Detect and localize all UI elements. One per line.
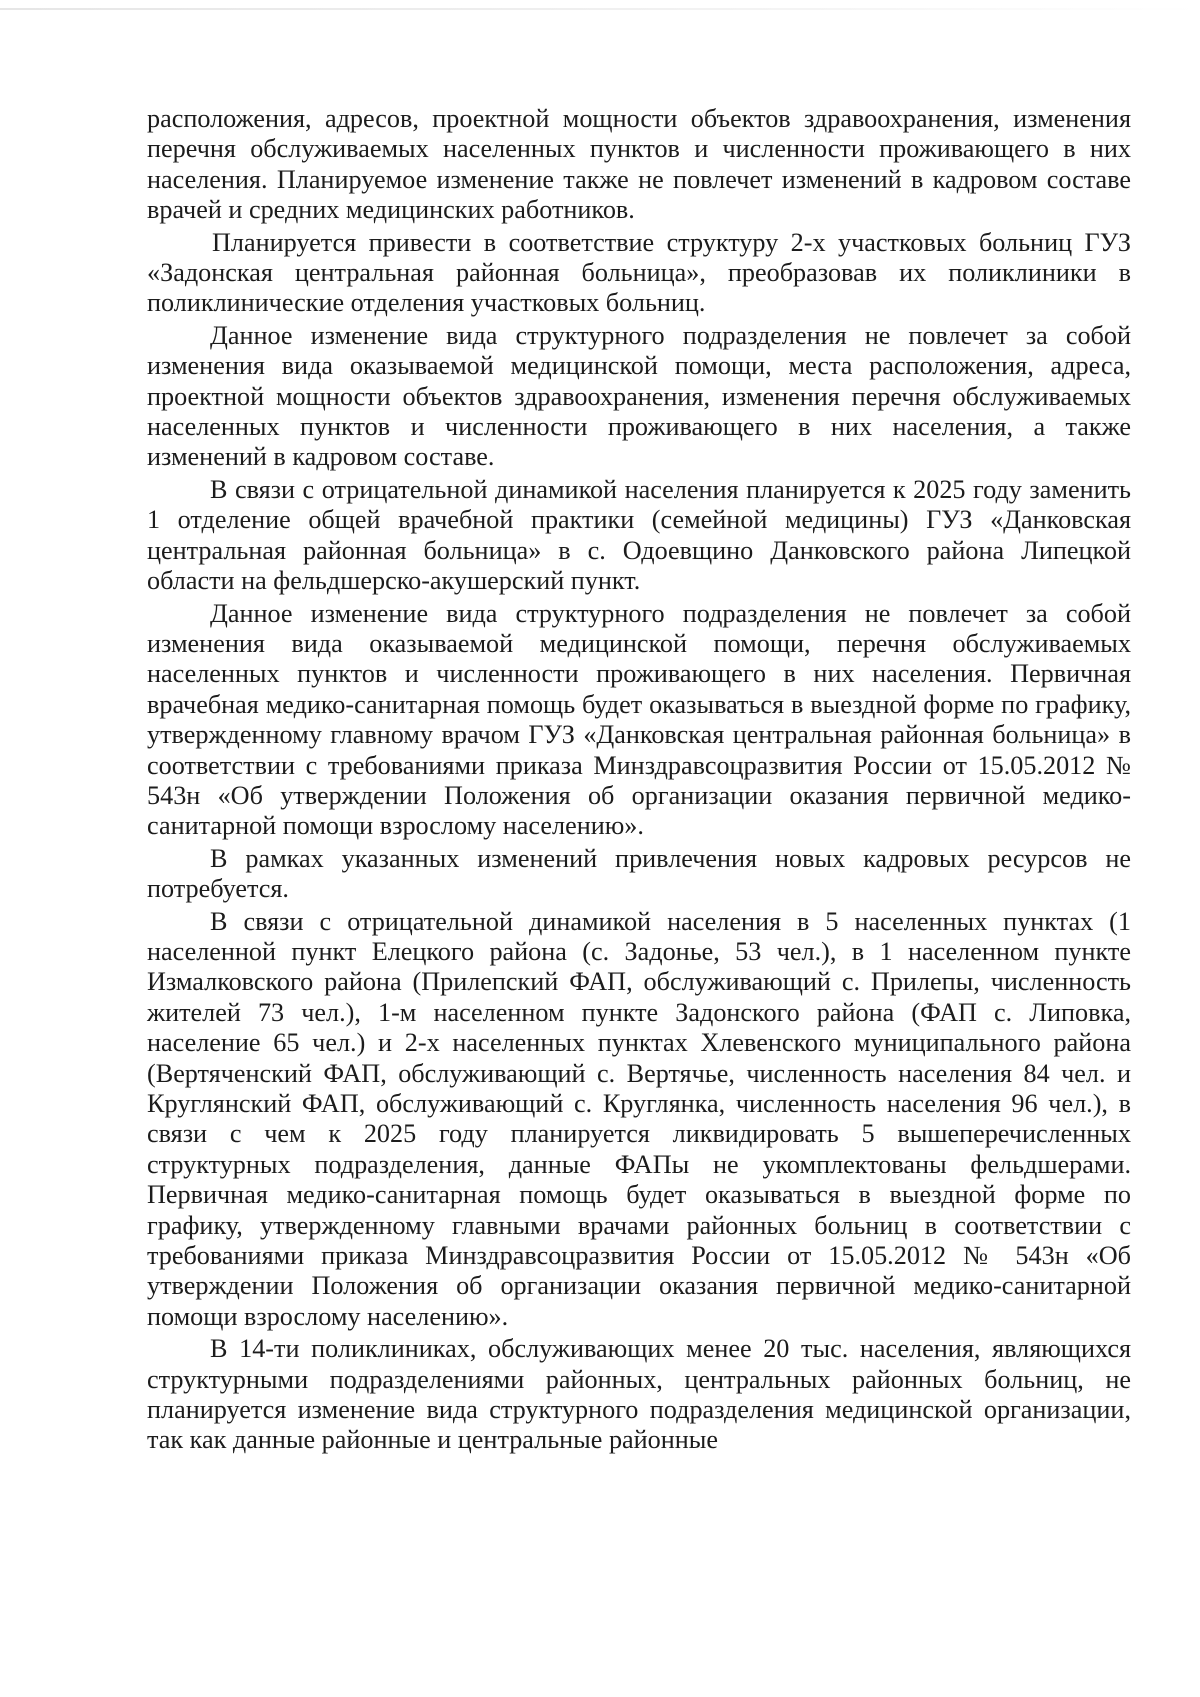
document-page [147,104,1131,1458]
paragraph-dankov-no-change: Данное изменение вида структурного подразделения не повлечет за собой изменения вида оказываемой медицинской помощи, перечня обслуживаемых населенных пунктов и численности проживающего в них населения. Первичная врачебная медико-санитарная помощь будет оказываться в выездной форме по графику, утвержденному главному врачом ГУЗ «Данковская центральная районная больница» в соответствии с требованиями приказа Минздравсоцразвития России от 15.05.2012 № 543н «Об утверждении Положения об организации оказания первичной медико-санитарной помощи взрослому населению». [147,598,1131,841]
paragraph-polyclinics: В 14-ти поликлиниках, обслуживающих менее 20 тыс. населения, являющихся структурными подразделениями районных, центральных районных больниц, не планируется изменение вида структурного подразделения медицинской организации, так как данные районные и центральные районные [147,1334,1131,1455]
paragraph-fap-liquidation: В связи с отрицательной динамикой населения в 5 населенных пунктах (1 населенной пункт Елецкого района (с. Задонье, 53 чел.), в 1 населенном пункте Измалковского района (Прилепский ФАП, обслуживающий с. Прилепы, численность жителей 73 чел.), 1-м населенном пункте Задонского района (ФАП с. Липовка, население 65 чел.) и 2-х населенных пунктах Хлевенского муниципального района (Вертяченский ФАП, обслуживающий с. Вертячье, численность населения 84 чел. и Круглянский ФАП, обслуживающий с. Круглянка, численность населения 96 чел.), в связи с чем к 2025 году планируется ликвидировать 5 вышеперечисленных структурных подразделения, данные ФАПы не укомплектованы фельдшерами. Первичная медико-санитарная помощь будет оказываться в выездной форме по графику, утвержденному главными врачами районных больниц в соответствии с требованиями приказа Минздравсоцразвития России от 15.05.2012 № 543н «Об утверждении Положения об организации оказания первичной медико-санитарной помощи взрослому населению». [147,906,1131,1331]
paragraph-continuation: расположения, адресов, проектной мощности объектов здравоохранения, изменения перечня обслуживаемых населенных пунктов и численности проживающего в них населения. Планируемое изменение также не повлечет изменений в кадровом составе врачей и средних медицинских работников. [147,104,1131,225]
paragraph-no-new-staff: В рамках указанных изменений привлечения новых кадровых ресурсов не потребуется. [147,843,1131,904]
paragraph-dankov-replacement: В связи с отрицательной динамикой населения планируется к 2025 году заменить 1 отделение общей врачебной практики (семейной медицины) ГУЗ «Данковская центральная районная больница» в с. Одоевщино Данковского района Липецкой области на фельдшерско-акушерский пункт. [147,474,1131,596]
paragraph-no-change-structure: Данное изменение вида структурного подразделения не повлечет за собой изменения вида оказываемой медицинской помощи, места расположения, адреса, проектной мощности объектов здравоохранения, изменения перечня обслуживаемых населенных пунктов и численности проживающего в них населения, а также изменений в кадровом составе. [147,320,1131,472]
scan-edge-artifact [0,8,1200,10]
paragraph-zadonsk-hospitals: Планируется привести в соответствие структуру 2-х участковых больниц ГУЗ «Задонская центральная районная больница», преобразовав их поликлиники в поликлинические отделения участковых больниц. [147,227,1131,318]
